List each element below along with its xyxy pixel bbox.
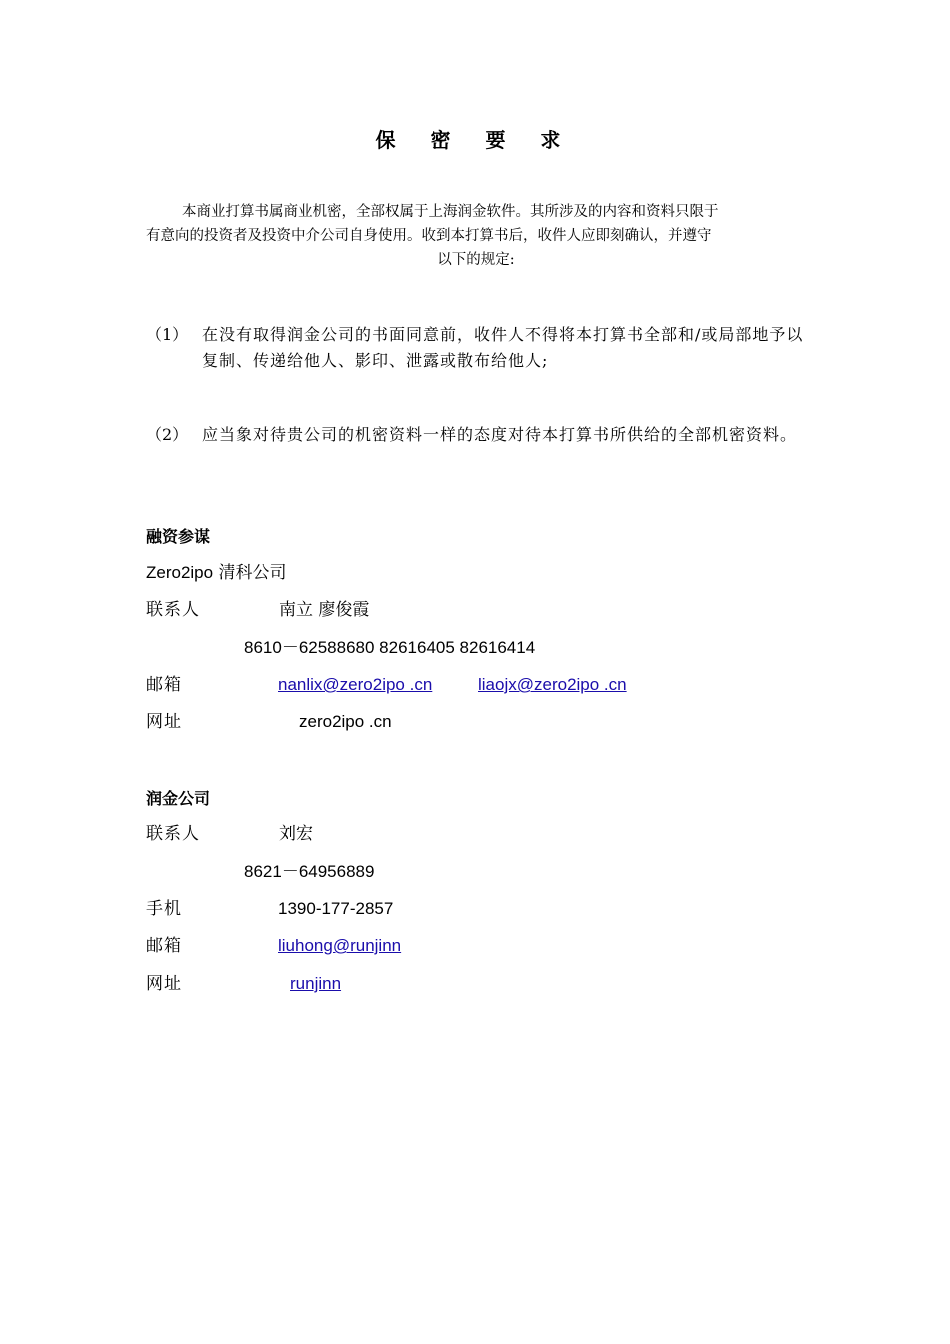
rule-item-2 (146, 422, 810, 448)
rule-text: 应当象对待贵公司的机密资料一样的态度对待本打算书所供给的全部机密资料。 (202, 425, 798, 444)
rule-number: （2） (146, 425, 189, 444)
runjin-heading: 润金公司 (146, 789, 211, 808)
runjin-web-row (146, 972, 746, 996)
intro-line-2: 有意向的投资者及投资中介公司自身使用。收到本打算书后，收件人应即刻确认，并遵守 (146, 228, 712, 244)
rule-item-1 (146, 322, 810, 374)
runjin-contact-row (146, 822, 746, 846)
page-title: 保 密 要 求 (375, 128, 575, 152)
mobile-value: 1390-177-2857 (278, 899, 394, 918)
email-link-2[interactable]: liaojx@zero2ipo .cn (478, 675, 627, 694)
advisor-email-row (146, 673, 746, 697)
web-value: zero2ipo .cn (299, 712, 392, 731)
advisor-company (146, 561, 287, 585)
runjin-phone-row (146, 860, 746, 884)
web-link[interactable]: runjinn (290, 974, 342, 993)
email-label: 邮箱 (146, 675, 182, 695)
email-label: 邮箱 (146, 936, 182, 956)
contact-value: 刘宏 (279, 824, 313, 844)
advisor-company-latin: Zero2ipo (146, 563, 214, 582)
web-label: 网址 (146, 974, 182, 994)
advisor-company-cn: 清科公司 (218, 563, 287, 583)
advisor-heading: 融资参谋 (146, 527, 211, 546)
phone-value: 8610－62588680 82616405 82616414 (244, 638, 536, 657)
web-label: 网址 (146, 712, 182, 732)
contact-label: 联系人 (146, 600, 200, 620)
runjin-email-row (146, 934, 746, 958)
advisor-web-row (146, 710, 746, 734)
intro-line-3: 以下的规定: (437, 252, 515, 268)
mobile-label: 手机 (146, 899, 182, 919)
phone-value: 8621－64956889 (244, 862, 375, 881)
contact-label: 联系人 (146, 824, 200, 844)
contact-value: 南立 廖俊霞 (279, 600, 370, 620)
email-link-1[interactable]: nanlix@zero2ipo .cn (278, 675, 433, 694)
rule-text: 在没有取得润金公司的书面同意前，收件人不得将本打算书全部和/或局部地予以复制、传递给他人、影印、泄露或散布给他人; (202, 325, 804, 370)
runjin-mobile-row (146, 897, 746, 921)
email-link[interactable]: liuhong@runjinn (278, 936, 402, 955)
intro-line-1: 本商业打算书属商业机密，全部权属于上海润金软件。其所涉及的内容和资料只限于 (182, 204, 719, 220)
intro-paragraph (146, 200, 806, 272)
rule-number: （1） (146, 325, 189, 344)
advisor-contact-row (146, 598, 746, 622)
advisor-phone-row (146, 636, 746, 660)
